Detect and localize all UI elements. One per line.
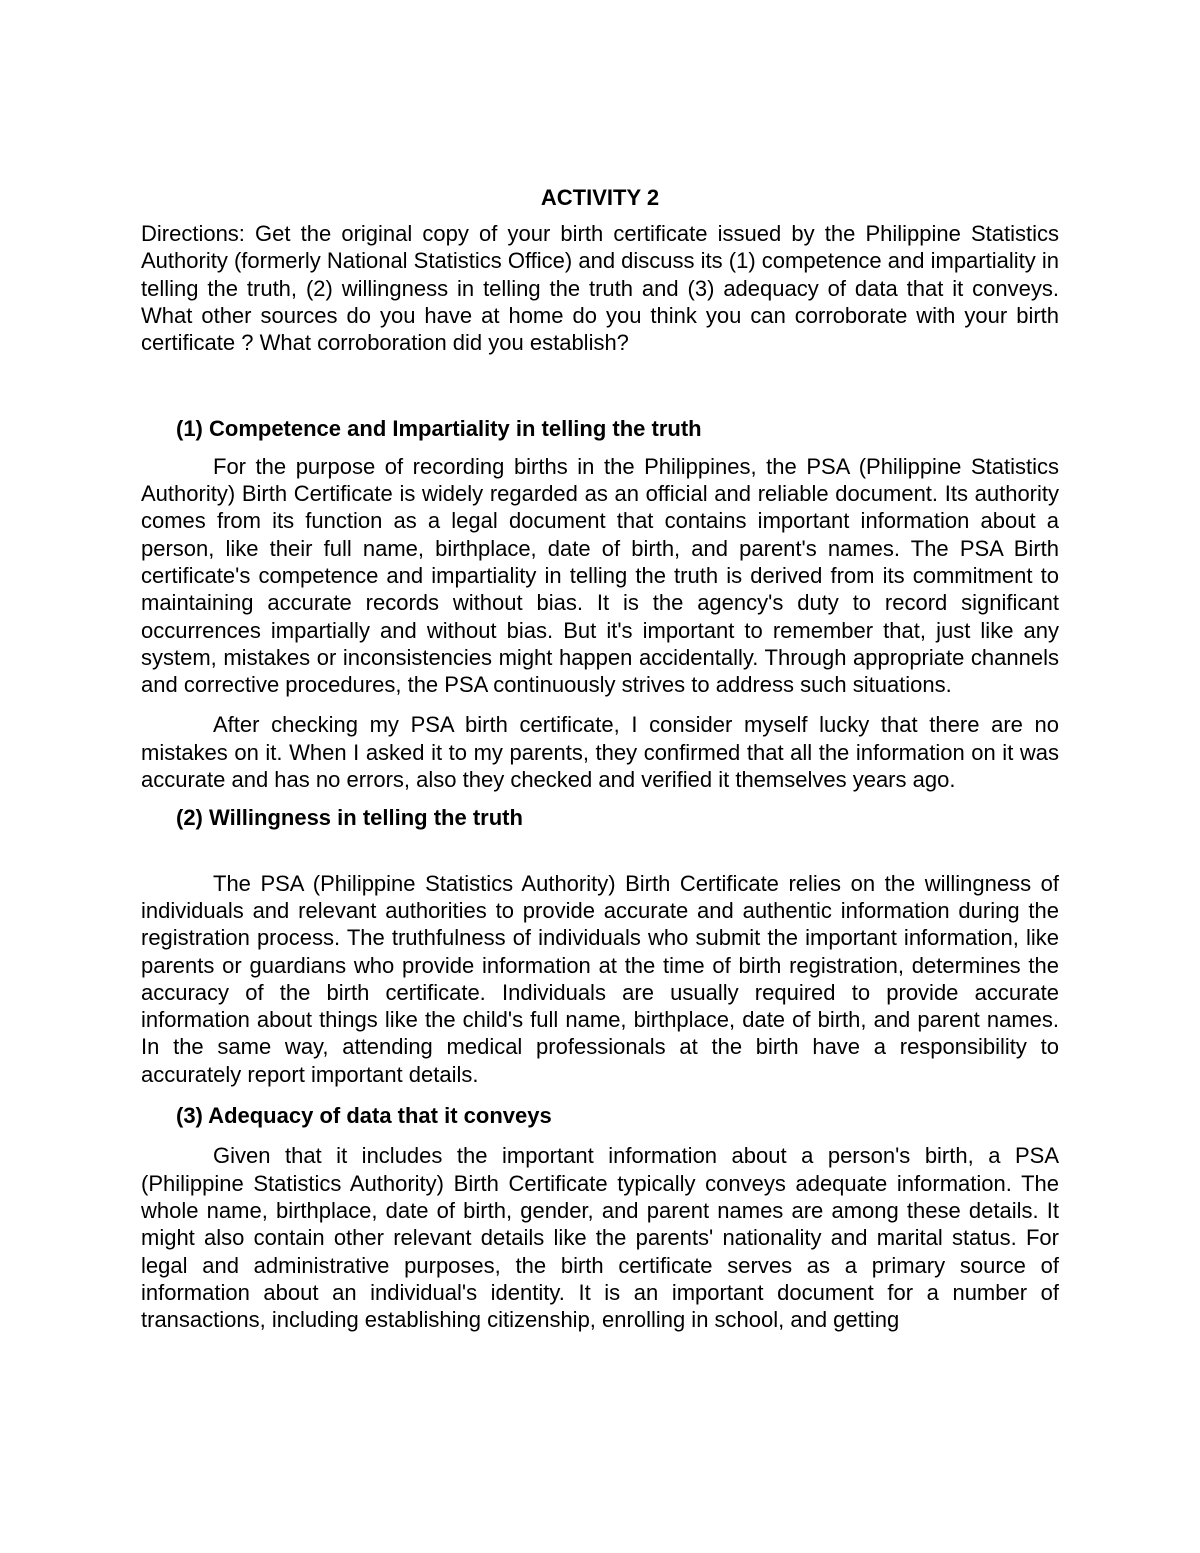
section-heading-adequacy: (3) Adequacy of data that it conveys — [176, 1103, 552, 1129]
section-heading-willingness: (2) Willingness in telling the truth — [176, 805, 523, 831]
competence-paragraph-2: After checking my PSA birth certificate, I consider myself lucky that there are no mistakes on it. When I asked it to my parents, they confirmed that all the information on it was accurate and has no errors, also they checked and verified it themselves years ago. — [141, 712, 1059, 793]
page-title: ACTIVITY 2 — [540, 185, 660, 210]
adequacy-paragraph: Given that it includes the important information about a person's birth, a PSA (Philippine Statistics Authority) Birth Certificate typically conveys adequate information. The whole name, birthplace, date of birth, gender, and parent names are among these details. It might also contain other relevant details like the parents' nationality and marital status. For legal and administrative purposes, the birth certificate serves as a primary source of information about an individual's identity. It is an important document for a number of transactions, including establishing citizenship, enrolling in school, and getting — [141, 1143, 1059, 1333]
competence-paragraph-1: For the purpose of recording births in the Philippines, the PSA (Philippine Statistics Authority) Birth Certificate is widely regarded as an official and reliable document. Its authority comes from its function as a legal document that contains important information about a person, like their full name, birthplace, date of birth, and parent's names. The PSA Birth certificate's competence and impartiality in telling the truth is derived from its commitment to maintaining accurate records without bias. It is the agency's duty to record significant occurrences impartially and without bias. But it's important to remember that, just like any system, mistakes or inconsistencies might happen accidentally. Through appropriate channels and corrective procedures, the PSA continuously strives to address such situations. — [141, 453, 1059, 698]
willingness-paragraph: The PSA (Philippine Statistics Authority) Birth Certificate relies on the willingness of individuals and relevant authorities to provide accurate and authentic information during the registration process. The truthfulness of individuals who submit the important information, like parents or guardians who provide information at the time of birth registration, determines the accuracy of the birth certificate. Individuals are usually required to provide accurate information about things like the child's full name, birthplace, date of birth, and parent names. In the same way, attending medical professionals at the birth have a responsibility to accurately report important details. — [141, 870, 1059, 1087]
document-page — [141, 183, 1059, 1333]
directions-paragraph: Directions: Get the original copy of your birth certificate issued by the Philippine Statistics Authority (formerly National Statistics Office) and discuss its (1) competence and impartiality in telling the truth, (2) willingness in telling the truth and (3) adequacy of data that it conveys. What other sources do you have at home do you think you can corroborate with your birth certificate ? What corroboration did you establish? — [141, 221, 1059, 356]
section-heading-competence: (1) Competence and Impartiality in telling the truth — [176, 416, 702, 442]
